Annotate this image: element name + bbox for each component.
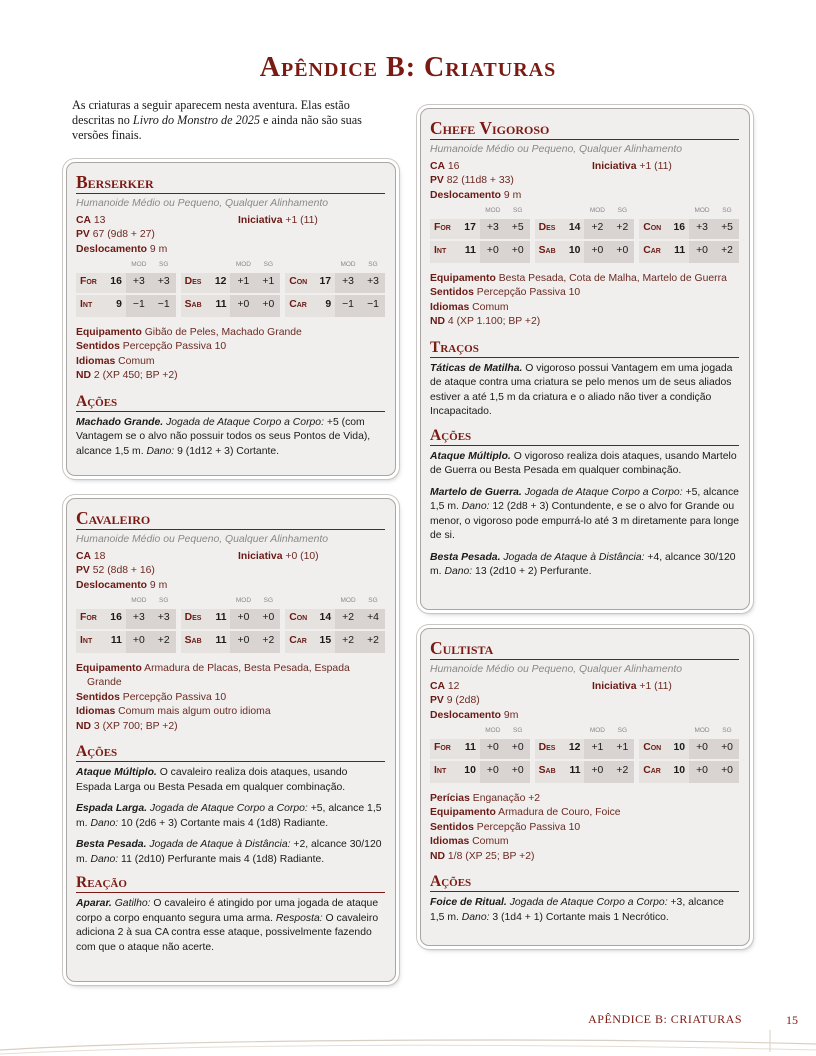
senses: Percepção Passiva 10 [476, 821, 581, 833]
senses: Percepção Passiva 10 [476, 287, 581, 298]
creature-type: Humanoide Médio ou Pequeno, Qualquer Alinhamento [430, 144, 683, 155]
action-entry: Ataque Múltiplo. O vigoroso realiza dois ataques, usando Martelo de Guerra ou Besta Pesada em qualquer combinação. [430, 450, 737, 476]
action-entry: Besta Pesada. Jogada de Ataque à Distância: +4, alcance 30/120 m. Dano: 13 (2d10 + 2) Perfurante. [430, 551, 736, 577]
action-entry: Ataque Múltiplo. O cavaleiro realiza dois ataques, usando Espada Larga ou Besta Pesada em qualquer combinação. [76, 767, 348, 793]
armor-class: 12 [447, 680, 460, 692]
hit-points: 67 (9d8 + 27) [92, 229, 155, 240]
challenge: 2 (XP 450; BP +2) [93, 370, 178, 381]
armor-class: 18 [93, 550, 106, 562]
ability-table: MOD SG MOD SG MOD SG For 17 +3 +5 Des 14 +2 +2 Con 16 +3 +5 Int 11 +0 +0 Sab 10 +0 +0 Car 11 +0 +2 [430, 204, 739, 263]
challenge: 1/8 (XP 25; BP +2) [447, 850, 535, 862]
skills: Enganação +2 [472, 792, 541, 804]
equipment: Armadura de Placas, Besta Pesada, Espada Grande [87, 662, 350, 688]
languages: Comum [472, 301, 509, 313]
challenge: 3 (XP 700; BP +2) [93, 720, 178, 732]
speed: 9m [503, 709, 519, 721]
reaction-entry: Aparar. Gatilho: O cavaleiro é atingido por uma jogada de ataque corpo a corpo enquanto segura uma arma. Resposta: O cavaleiro adiciona 2 à sua CA contra esse ataque, possivelmente fazendo com que o ataque não acerte. [76, 898, 379, 953]
creature-type: Humanoide Médio ou Pequeno, Qualquer Alinhamento [76, 534, 329, 545]
initiative: +1 (11) [285, 214, 318, 226]
section-reaction: Reação [76, 874, 385, 893]
senses: Percepção Passiva 10 [122, 691, 227, 703]
statblock-berserker: Berserker Humanoide Médio ou Pequeno, Qualquer Alinhamento CA 13 Iniciativa +1 (11) PV 67 (9d8 + 27) Deslocamento 9 m MOD SG MOD SG MOD SG For 16 +3 +3 Des 12 +1 +1 Con 17 +3 +3 Int 9 −1 −1 Sab 11 +0 +0 Car 9 −1 −1 Equipamento Gibão de Peles, Machado Grande Sentidos Percepção Passiva 10 Idiomas Comum ND 2 (XP 450; BP +2) Ações Machado Grande. Jogada de Ataque Corpo a Corpo: +5 (com Vantagem se o alvo não possuir todos os seus Pontos de Vida), alcance 1,5 m. Dano: 9 (1d12 + 3) Cortante. [66, 162, 396, 476]
creature-name: Chefe Vigoroso [430, 119, 739, 140]
trait-entry: Táticas de Matilha. O vigoroso possui Vantagem em uma jogada de ataque contra uma criatura se pelo menos um de seus aliados estiver a até 1,5 m da criatura e o aliado não tiver a condição Incapacitado. [430, 362, 733, 417]
page-title: Apêndice B: Criaturas [259, 52, 557, 83]
action-entry: Martelo de Guerra. Jogada de Ataque Corpo a Corpo: +5, alcance 1,5 m. Dano: 12 (2d8 + 3) Contundente, e se o alvo for Grande ou menor, o vigoroso pode empurrá-lo até 3 m diretamente para longe de si. [430, 486, 740, 541]
intro-text: As criaturas a seguir aparecem nesta aventura. Elas estão descritas no Livro do Monstro de 2025 e ainda não são suas versões finais. [72, 98, 362, 142]
challenge: 4 (XP 1.100; BP +2) [447, 316, 541, 327]
footer-ornament [0, 1030, 816, 1056]
statblock-cavaleiro: Cavaleiro Humanoide Médio ou Pequeno, Qualquer Alinhamento CA 18 Iniciativa +0 (10) PV 52 (8d8 + 16) Deslocamento 9 m MOD SG MOD SG MOD SG For 16 +3 +3 Des 11 +0 +0 Con 14 +2 +4 Int 11 +0 +2 Sab 11 +0 +2 Car 15 +2 +2 Equipamento Armadura de Placas, Besta Pesada, Espada Grande Sentidos Percepção Passiva 10 Idiomas Comum mais algum outro idioma ND 3 (XP 700; BP +2) Ações Ataque Múltiplo. O cavaleiro realiza dois ataques, usando Espada Larga ou Besta Pesada em qualquer combinação. Espada Larga. Jogada de Ataque Corpo a Corpo: +5, alcance 1,5 m. Dano: 10 (2d6 + 3) Cortante mais 4 (1d8) Radiante. Besta Pesada. Jogada de Ataque à Distância: +2, alcance 30/120 m. Dano: 11 (2d10) Perfurante mais 4 (1d8) Radiante. Reação Aparar. Gatilho: O cavaleiro é atingido por uma jogada de ataque corpo a corpo enquanto segura uma arma. Resposta: O cavaleiro adiciona 2 à sua CA contra esse ataque, possivelmente fazendo com que o ataque não acerte. [66, 498, 396, 982]
creature-name: Cultista [430, 639, 739, 660]
statblock-chefe-vigoroso: Chefe Vigoroso Humanoide Médio ou Pequeno, Qualquer Alinhamento CA 16 Iniciativa +1 (11) PV 82 (11d8 + 33) Deslocamento 9 m MOD SG MOD SG MOD SG For 17 +3 +5 Des 14 +2 +2 Con 16 +3 +5 Int 11 +0 +0 Sab 10 +0 +0 Car 11 +0 +2 Equipamento Besta Pesada, Cota de Malha, Martelo de Guerra Sentidos Percepção Passiva 10 Idiomas Comum ND 4 (XP 1.100; BP +2) Traços Táticas de Matilha. O vigoroso possui Vantagem em uma jogada de ataque contra uma criatura se pelo menos um de seus aliados estiver a até 1,5 m da criatura e o aliado não tiver a condição Incapacitado. Ações Ataque Múltiplo. O vigoroso realiza dois ataques, usando Martelo de Guerra ou Besta Pesada em qualquer combinação. Martelo de Guerra. Jogada de Ataque Corpo a Corpo: +5, alcance 1,5 m. Dano: 12 (2d8 + 3) Contundente, e se o alvo for Grande ou menor, o vigoroso pode empurrá-lo até 3 m diretamente para longe de si. Besta Pesada. Jogada de Ataque à Distância: +4, alcance 30/120 m. Dano: 13 (2d10 + 2) Perfurante. [420, 108, 750, 610]
hit-points: 9 (2d8) [446, 695, 480, 706]
section-actions: Ações [430, 873, 739, 892]
section-actions: Ações [76, 393, 385, 412]
equipment: Armadura de Couro, Foice [498, 807, 621, 818]
hit-points: 52 (8d8 + 16) [92, 565, 155, 576]
ability-table: MOD SG MOD SG MOD SG For 11 +0 +0 Des 12 +1 +1 Con 10 +0 +0 Int 10 +0 +0 Sab 11 +0 +2 Car 10 +0 +0 [430, 724, 739, 783]
senses: Percepção Passiva 10 [122, 341, 227, 352]
page-number: 15 [786, 1013, 798, 1027]
speed: 9 m [149, 243, 168, 255]
speed: 9 m [503, 189, 522, 201]
statblock-cultista: Cultista Humanoide Médio ou Pequeno, Qualquer Alinhamento CA 12 Iniciativa +1 (11) PV 9 (2d8) Deslocamento 9m MOD SG MOD SG MOD SG For 11 +0 +0 Des 12 +1 +1 Con 10 +0 +0 Int 10 +0 +0 Sab 11 +0 +2 Car 10 +0 +0 Perícias Enganação +2 Equipamento Armadura de Couro, Foice Sentidos Percepção Passiva 10 Idiomas Comum ND 1/8 (XP 25; BP +2) Ações Foice de Ritual. Jogada de Ataque Corpo a Corpo: +3, alcance 1,5 m. Dano: 3 (1d4 + 1) Cortante mais 1 Necrótico. [420, 628, 750, 946]
section-actions: Ações [76, 743, 385, 762]
armor-class: 16 [447, 160, 460, 172]
ability-table: MOD SG MOD SG MOD SG For 16 +3 +3 Des 11 +0 +0 Con 14 +2 +4 Int 11 +0 +2 Sab 11 +0 +2 Car 15 +2 +2 [76, 594, 385, 653]
section-traits: Traços [430, 339, 739, 358]
equipment: Besta Pesada, Cota de Malha, Martelo de Guerra [498, 272, 727, 284]
creature-type: Humanoide Médio ou Pequeno, Qualquer Alinhamento [76, 198, 329, 209]
action-entry: Espada Larga. Jogada de Ataque Corpo a Corpo: +5, alcance 1,5 m. Dano: 10 (2d6 + 3) Cortante mais 4 (1d8) Radiante. [76, 803, 382, 829]
action-entry: Machado Grande. Jogada de Ataque Corpo a Corpo: +5 (com Vantagem se o alvo não possuir todos os seus Pontos de Vida), alcance 1,5 m. Dano: 9 (1d12 + 3) Cortante. [76, 416, 371, 457]
initiative: +1 (11) [639, 160, 672, 172]
section-actions: Ações [430, 427, 739, 446]
footer-title: APÊNDICE B: CRIATURAS [588, 1012, 742, 1026]
ability-table: MOD SG MOD SG MOD SG For 16 +3 +3 Des 12 +1 +1 Con 17 +3 +3 Int 9 −1 −1 Sab 11 +0 +0 Car 9 −1 −1 [76, 258, 385, 317]
creature-name: Cavaleiro [76, 509, 385, 530]
initiative: +1 (11) [639, 680, 672, 692]
action-entry: Besta Pesada. Jogada de Ataque à Distância: +2, alcance 30/120 m. Dano: 11 (2d10) Perfurante mais 4 (1d8) Radiante. [76, 839, 382, 865]
creature-name: Berserker [76, 173, 385, 194]
creature-type: Humanoide Médio ou Pequeno, Qualquer Alinhamento [430, 664, 683, 675]
languages: Comum mais algum outro idioma [118, 706, 271, 717]
languages: Comum [118, 355, 155, 367]
action-entry: Foice de Ritual. Jogada de Ataque Corpo a Corpo: +3, alcance 1,5 m. Dano: 3 (1d4 + 1) Cortante mais 1 Necrótico. [430, 897, 724, 923]
equipment: Gibão de Peles, Machado Grande [144, 326, 302, 338]
languages: Comum [472, 836, 509, 847]
speed: 9 m [149, 579, 168, 591]
armor-class: 13 [93, 214, 106, 226]
initiative: +0 (10) [285, 550, 319, 562]
hit-points: 82 (11d8 + 33) [446, 175, 514, 186]
